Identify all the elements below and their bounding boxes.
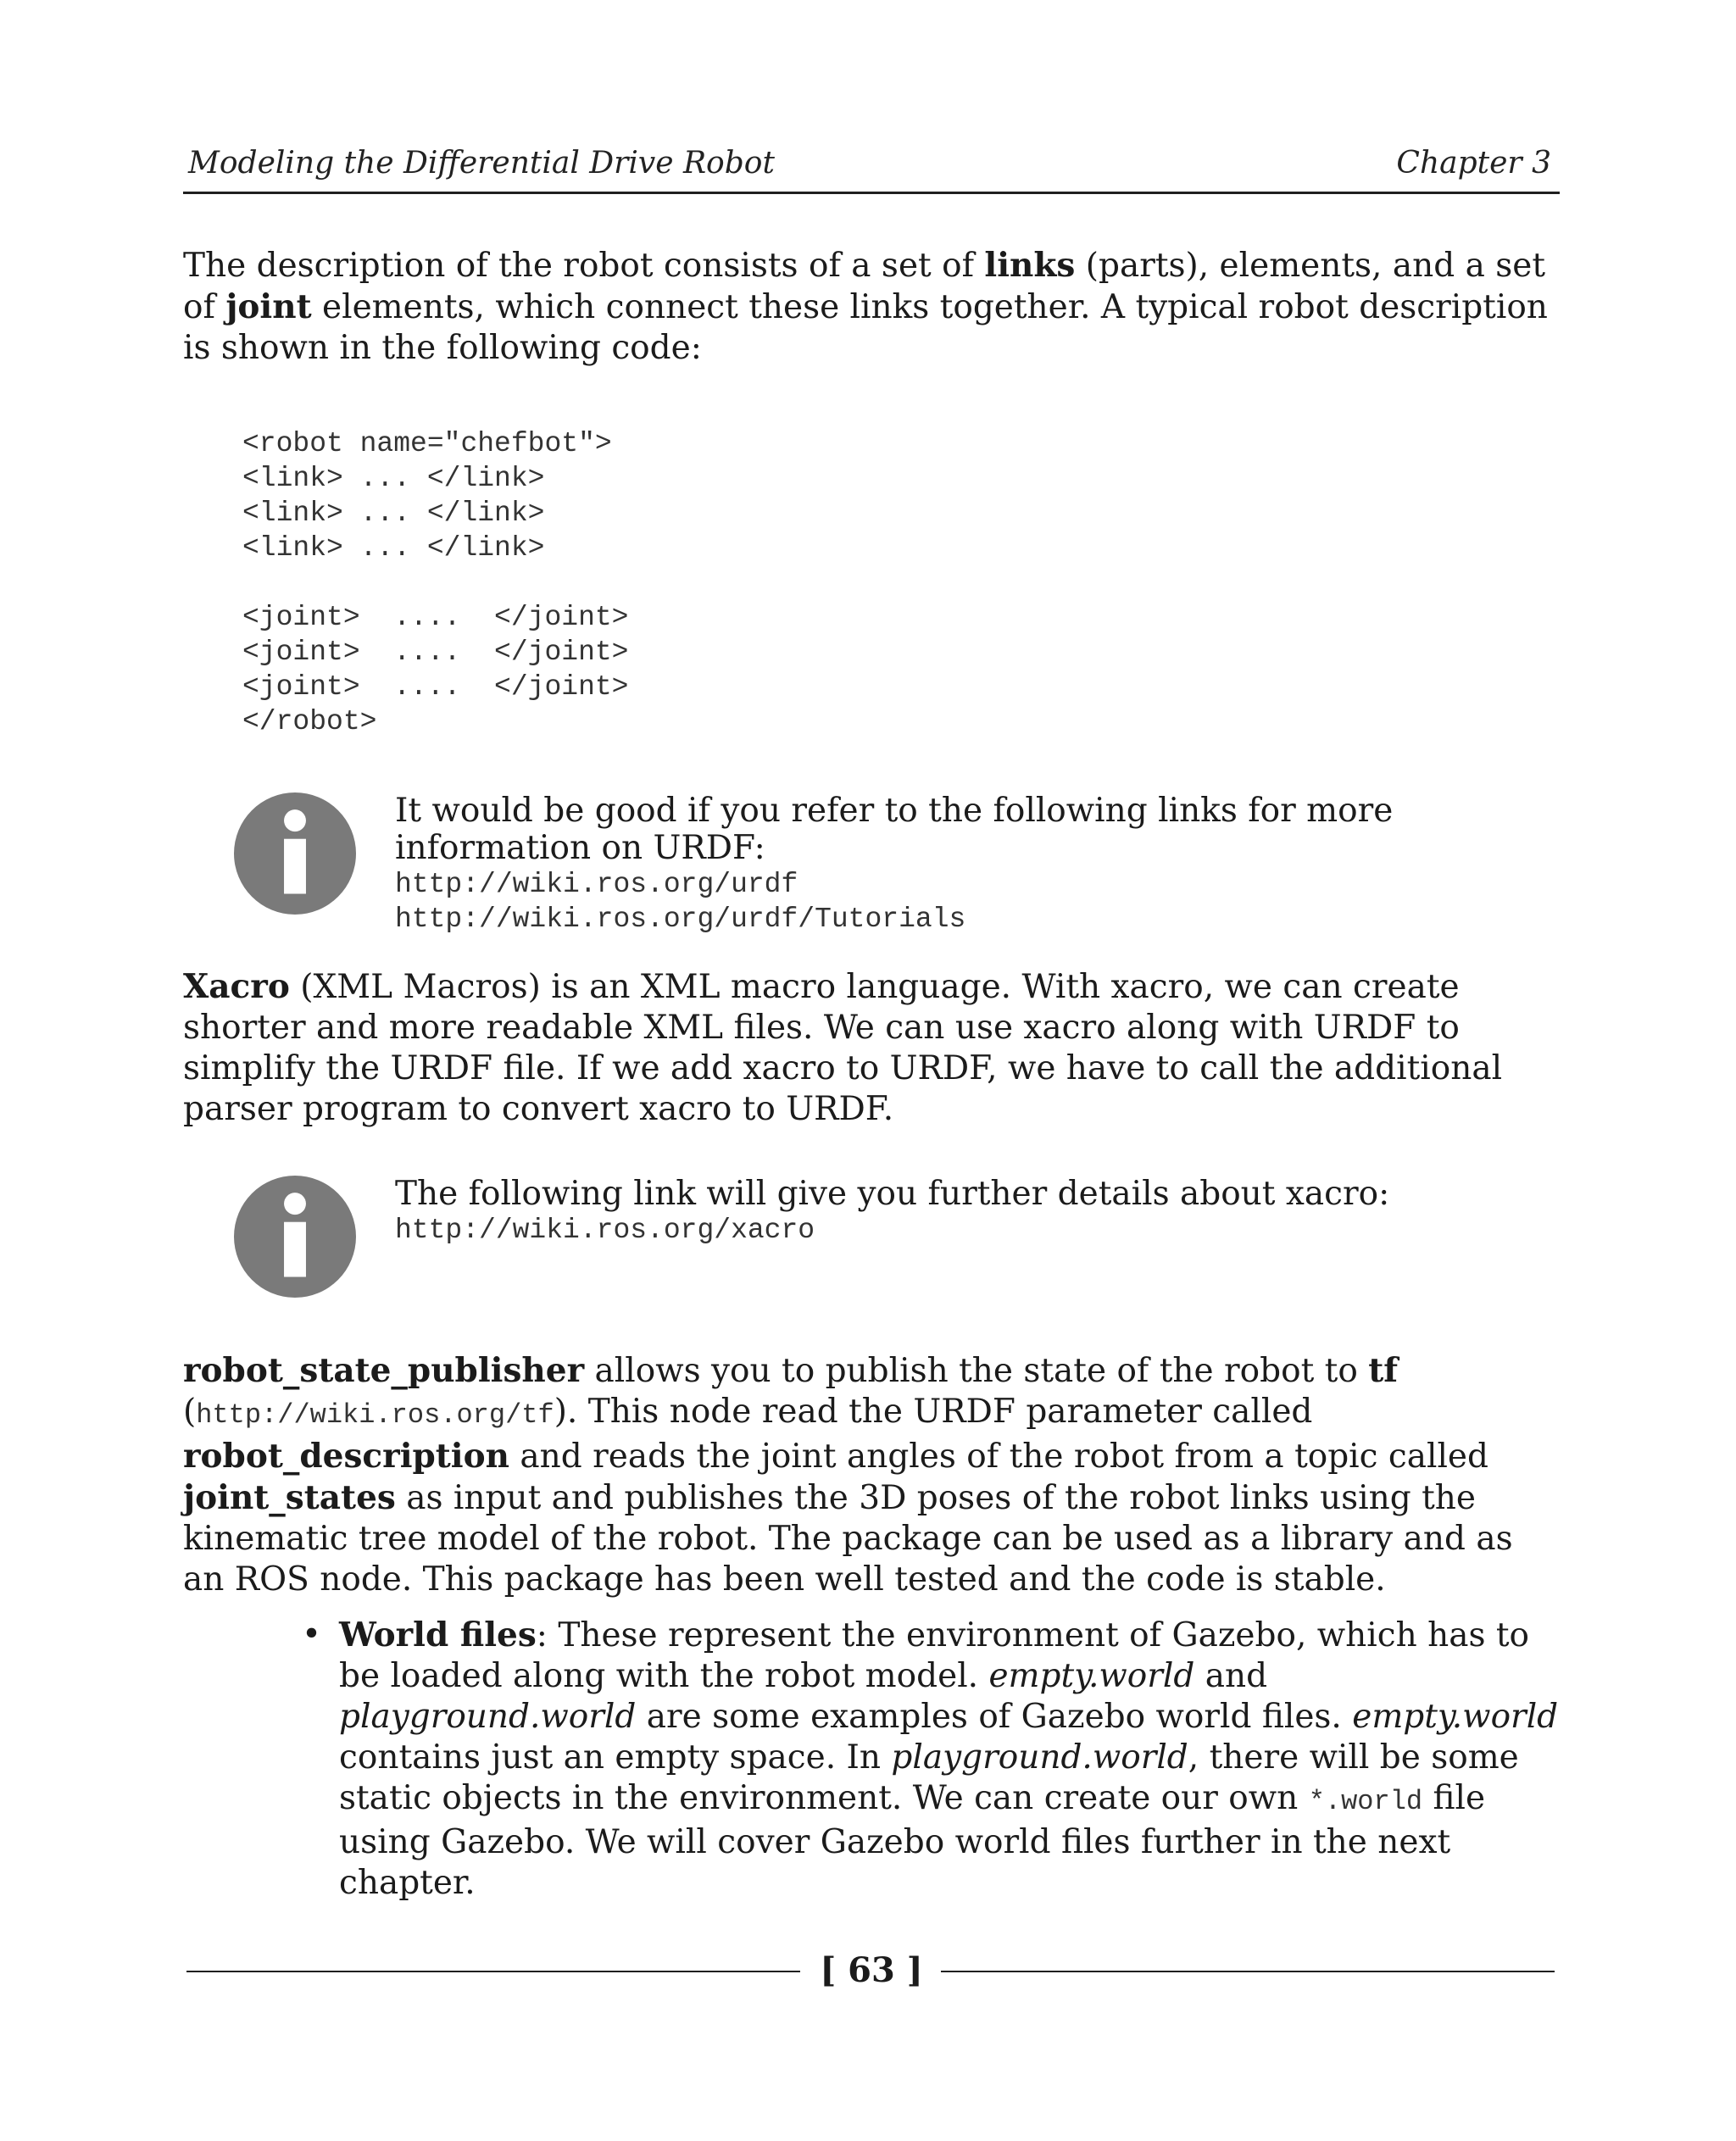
bullet-text-2: and [1194, 1657, 1268, 1695]
code-line: <link> ... </link> [242, 463, 545, 494]
bullet-text-4: contains just an empty space. In [339, 1738, 892, 1777]
bullet-text-6: file using Gazebo. We will cover Gazebo world files further in the next chapter. [339, 1779, 1486, 1902]
term-joint-states: joint_states [183, 1478, 396, 1517]
bullet-marker: • [302, 1615, 322, 1654]
info-note-urdf [234, 792, 1556, 935]
bullet-text-1: : These represent the environment of Gazebo, which has to be loaded along with the robot model. [339, 1616, 1530, 1695]
rsp-text-4: and reads the joint angles of the robot from a topic called [509, 1438, 1488, 1476]
intro-text-3: elements, which connect these links together. A typical robot description is shown in the following code: [183, 288, 1548, 367]
code-line: <joint> .... </joint> [242, 602, 629, 633]
xacro-text: (XML Macros) is an XML macro language. With xacro, we can create shorter and more readable XML files. We can use xacro along with URDF to simplify the URDF file. If we add xacro to URDF, we have to call the additional parser program to convert xacro to URDF. [183, 968, 1503, 1128]
filename-empty-world: empty.world [988, 1657, 1195, 1695]
code-line: <joint> .... </joint> [242, 671, 629, 703]
term-joint: joint [225, 287, 312, 326]
bullet-text-5: , there will be some static objects in the environment. We can create our own [339, 1738, 1519, 1817]
rsp-text-1: allows you to publish the state of the robot to [584, 1352, 1369, 1390]
code-line [242, 565, 628, 600]
code-line: </robot> [242, 706, 377, 737]
bullet-text [339, 1615, 1560, 1904]
urdf-tutorials-link[interactable]: http://wiki.ros.org/urdf/Tutorials [395, 904, 966, 935]
note-text: It would be good if you refer to the following links for more information on URDF: [395, 792, 1394, 867]
xacro-paragraph [183, 966, 1560, 1130]
header-chapter: Chapter 3 [1396, 146, 1551, 181]
code-line: <link> ... </link> [242, 498, 545, 529]
term-xacro: Xacro [183, 967, 290, 1006]
book-page [183, 0, 1560, 2141]
page-number: [ 63 ] [820, 1950, 923, 1990]
robot-state-publisher-paragraph [183, 1350, 1560, 1600]
rsp-text-5: as input and publishes the 3D poses of the robot links using the kinematic tree model of the robot. The package can be used as a library and as an ROS node. This package has been well tested and the code is stable. [183, 1479, 1513, 1599]
term-robot-state-publisher: robot_state_publisher [183, 1351, 585, 1390]
page-footer [183, 1945, 1560, 1996]
rsp-text-2: ( [183, 1393, 197, 1431]
tf-link[interactable]: http://wiki.ros.org/tf [196, 1399, 554, 1431]
term-robot-description: robot_description [183, 1437, 509, 1476]
rsp-text-3: ). This node read the URDF parameter called [554, 1393, 1313, 1431]
info-icon [234, 792, 356, 915]
code-block [242, 426, 628, 739]
info-note-xacro [234, 1176, 1556, 1303]
footer-rule-right [941, 1971, 1555, 1972]
term-links: links [984, 246, 1076, 285]
code-line: <link> ... </link> [242, 532, 545, 564]
filename-playground-world: playground.world [339, 1698, 637, 1736]
code-line: <robot name="chefbot"> [242, 428, 612, 459]
world-extension: *.world [1308, 1786, 1423, 1817]
xacro-link[interactable]: http://wiki.ros.org/xacro [395, 1215, 815, 1246]
intro-text-1: The description of the robot consists of a set of [183, 247, 985, 285]
code-line: <joint> .... </joint> [242, 637, 629, 668]
term-world-files: World files [339, 1615, 537, 1654]
running-header [183, 144, 1560, 194]
urdf-link[interactable]: http://wiki.ros.org/urdf [395, 869, 798, 900]
info-icon [234, 1176, 356, 1298]
filename-playground-world: playground.world [891, 1738, 1188, 1777]
filename-empty-world: empty.world [1352, 1698, 1559, 1736]
header-title: Modeling the Differential Drive Robot [188, 146, 775, 181]
term-tf: tf [1368, 1351, 1399, 1390]
intro-paragraph [183, 245, 1560, 369]
note-text: The following link will give you further details about xacro: [395, 1175, 1390, 1213]
bullet-text-3: are some examples of Gazebo world files. [636, 1698, 1353, 1736]
intro-text-2: (parts), elements, and a set of [183, 247, 1545, 326]
